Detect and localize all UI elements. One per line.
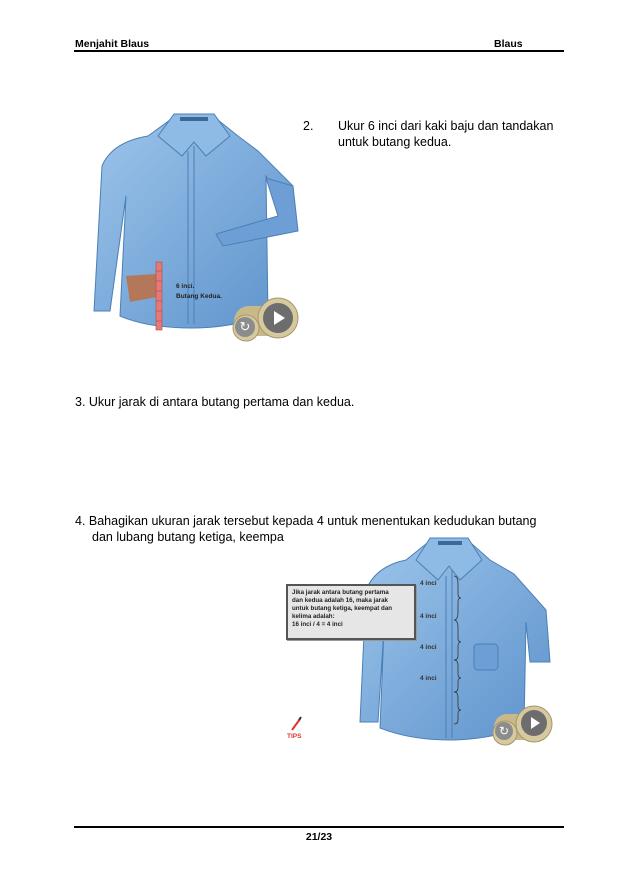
step2-text-line2: untuk butang kedua. — [338, 135, 452, 149]
spacing-label-2: 4 inci — [420, 613, 437, 620]
tip-line-4: kelima adalah: — [292, 613, 335, 620]
step2-text-line1: Ukur 6 inci dari kaki baju dan tandakan — [338, 119, 554, 133]
step4-text-line2: dan lubang butang ketiga, keempa — [92, 530, 284, 544]
tip-line-3: untuk butang ketiga, keempat dan — [292, 605, 393, 612]
spacing-label-1: 4 inci — [420, 580, 437, 587]
play-button[interactable] — [263, 303, 293, 333]
tips-label[interactable]: TIPS — [287, 733, 302, 740]
header-right: Blaus — [494, 38, 523, 50]
header-left: Menjahit Blaus — [75, 38, 150, 50]
play-icon — [531, 717, 540, 729]
page-number: 21/23 — [305, 831, 333, 843]
tip-line-5: 16 inci / 4 = 4 inci — [292, 621, 343, 628]
step3-text: 3. Ukur jarak di antara butang pertama dan kedua. — [75, 395, 355, 409]
play-icon — [274, 311, 285, 325]
spacing-label-3: 4 inci — [420, 644, 437, 651]
step2-number: 2. — [303, 119, 314, 133]
tip-line-2: dan kedua adalah 16, maka jarak — [292, 597, 388, 604]
ruler-label-2: Butang Kedua. — [176, 293, 222, 300]
step4-text-line1: 4. Bahagikan ukuran jarak tersebut kepada 4 untuk menentukan kedudukan butang — [75, 514, 537, 528]
ruler-label-1: 6 inci. — [176, 283, 195, 290]
replay-icon-2[interactable]: ↻ — [495, 722, 513, 740]
header-rule — [74, 50, 564, 52]
tip-line-1: Jika jarak antara butang pertama — [292, 589, 389, 596]
play-button-2[interactable] — [521, 710, 547, 736]
tip-box — [286, 584, 416, 640]
pencil-icon — [290, 716, 302, 732]
footer-rule — [74, 826, 564, 828]
spacing-label-4: 4 inci — [420, 675, 437, 682]
replay-icon[interactable]: ↻ — [235, 317, 255, 337]
